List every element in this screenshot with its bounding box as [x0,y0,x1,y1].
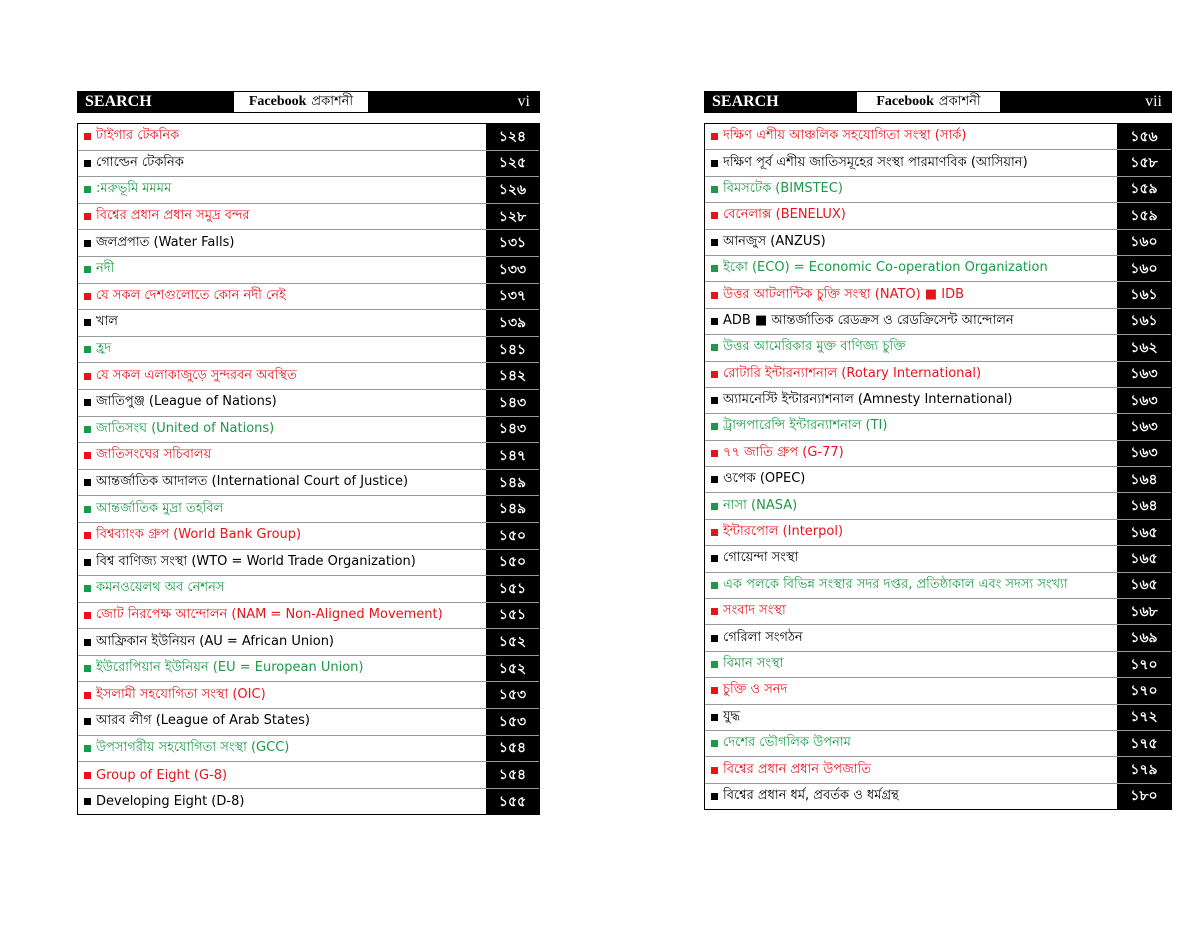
toc-entry [705,309,1117,334]
table-of-contents [704,123,1172,810]
toc-entry-text: নাসা (NASA) [723,497,798,513]
bullet-square-icon [711,529,718,536]
toc-row [78,789,539,815]
bullet-square-icon [84,240,91,247]
toc-page-number: ১৬০ [1117,230,1171,255]
toc-page-number: ১৪৩ [486,417,539,443]
toc-entry-text: যে সকল দেশগুলোতে কোন নদী নেই [96,287,286,303]
bullet-square-icon [84,160,91,167]
bullet-square-icon [84,612,91,619]
page-header [77,91,540,113]
bullet-square-icon [711,503,718,510]
bullet-square-icon [84,426,91,433]
toc-entry [705,203,1117,228]
toc-entry [705,230,1117,255]
bullet-square-icon [711,555,718,562]
toc-row [705,546,1171,572]
toc-entry [705,520,1117,545]
toc-entry-text: বিশ্বের প্রধান প্রধান সমুদ্র বন্দর [96,208,250,224]
bullet-square-icon [711,608,718,615]
toc-entry [78,603,486,629]
toc-entry [78,470,486,496]
toc-row [705,124,1171,150]
toc-entry [78,709,486,735]
toc-row [705,652,1171,678]
bullet-square-icon [711,714,718,721]
bullet-square-icon [711,793,718,800]
toc-row [705,784,1171,809]
bullet-square-icon [711,133,718,140]
brand-box [234,92,368,112]
toc-row [705,625,1171,651]
toc-entry-text: আরব লীগ (League of Arab States) [96,713,310,729]
toc-entry-text: গেরিলা সংগঠন [723,629,803,645]
toc-row [78,284,539,311]
bullet-square-icon [711,186,718,193]
toc-page-number: ১৬৪ [1117,493,1171,518]
toc-entry [705,414,1117,439]
table-of-contents [77,123,540,815]
toc-entry-text: আন্তর্জাতিক আদালত (International Court of Justice) [96,474,409,490]
bullet-square-icon [84,692,91,699]
toc-row [78,230,539,257]
bullet-square-icon [711,371,718,378]
toc-entry-text: বিশ্বের প্রধান প্রধান উপজাতি [723,761,872,777]
bullet-square-icon [84,772,91,779]
toc-row [78,310,539,337]
brand-name: Facebook [248,94,307,109]
toc-row [78,682,539,709]
toc-page-number: ১৫৮ [1117,150,1171,175]
toc-entry-text: ADB ■ আন্তর্জাতিক রেডক্রস ও রেডক্রিসেন্ট আন্দোলন [723,312,1014,328]
toc-page-number: ১৭২ [1117,705,1171,730]
toc-entry-text: ইন্টারপোল (Interpol) [723,524,844,540]
toc-row [705,177,1171,203]
left-page [77,91,540,815]
bullet-square-icon [711,397,718,404]
bullet-square-icon [711,160,718,167]
bullet-square-icon [84,133,91,140]
bullet-square-icon [84,319,91,326]
toc-page-number: ১৬৩ [1117,362,1171,387]
bullet-square-icon [84,559,91,566]
toc-entry [705,282,1117,307]
toc-row [705,388,1171,414]
bullet-square-icon [711,740,718,747]
bullet-square-icon [84,452,91,459]
toc-entry-text: জাতিপুঞ্জ (League of Nations) [96,394,277,410]
toc-row [705,335,1171,361]
toc-entry-text: :মরুভূমি মমমম [96,181,172,197]
toc-entry-text: যুদ্ধ [723,708,741,724]
bullet-square-icon [711,635,718,642]
bullet-square-icon [84,745,91,752]
toc-entry [78,257,486,283]
bullet-square-icon [84,532,91,539]
toc-page-number: ১৭৯ [1117,757,1171,782]
toc-entry-text: জাতিসংঘের সচিবালয় [96,447,212,463]
toc-page-number: ১৬৩ [1117,441,1171,466]
toc-page-number: ১৬৫ [1117,546,1171,571]
bullet-square-icon [711,687,718,694]
toc-page-number: ১৫৫ [486,789,539,815]
toc-entry-text: Developing Eight (D-8) [96,794,245,810]
toc-row [78,576,539,603]
toc-row [705,414,1171,440]
toc-entry [705,124,1117,149]
toc-page-number: ১৬১ [1117,282,1171,307]
brand-box [857,92,1000,112]
toc-entry [705,599,1117,624]
toc-page-number: ১২৪ [486,124,539,150]
toc-page-number: ১৫১ [486,576,539,602]
bullet-square-icon [84,186,91,193]
toc-row [705,493,1171,519]
toc-page-number: ১৩১ [486,230,539,256]
toc-entry-text: সংবাদ সংস্থা [723,603,786,619]
toc-page-number: ১২৮ [486,204,539,230]
bullet-square-icon [711,239,718,246]
toc-entry-text: ৭৭ জাতি গ্রুপ (G-77) [723,444,844,460]
toc-row [705,467,1171,493]
toc-page-number: ১৪৭ [486,443,539,469]
toc-row [705,256,1171,282]
toc-entry [78,550,486,576]
bullet-square-icon [711,767,718,774]
toc-entry [78,417,486,443]
toc-entry-text: ইসলামী সহযোগিতা সংস্থা (OIC) [96,686,266,702]
bullet-square-icon [84,399,91,406]
brand-publisher: প্রকাশনী [938,93,981,109]
toc-entry-text: নদী [96,261,115,277]
toc-entry [78,177,486,203]
toc-entry [78,151,486,177]
toc-entry-text: আনজুস (ANZUS) [723,233,826,249]
toc-row [78,443,539,470]
toc-entry-text: গোয়েন্দা সংস্থা [723,550,799,566]
toc-entry [705,652,1117,677]
bullet-square-icon [711,265,718,272]
toc-entry-text: বেনেলাক্স (BENELUX) [723,207,846,223]
toc-page-number: ১৫২ [486,656,539,682]
toc-row [78,257,539,284]
toc-entry-text: রোটারি ইন্টারন্যাশনাল (Rotary International) [723,365,982,381]
toc-row [78,363,539,390]
toc-page-number: ১৬৩ [1117,414,1171,439]
brand-publisher: প্রকাশনী [311,93,354,109]
toc-page-number: ১৬৩ [1117,388,1171,413]
toc-entry [78,390,486,416]
toc-entry [705,150,1117,175]
toc-entry [705,256,1117,281]
toc-page-number: ১৭৫ [1117,731,1171,756]
toc-row [78,736,539,763]
bullet-square-icon [711,318,718,325]
toc-row [78,603,539,630]
toc-page-number: ১৬২ [1117,335,1171,360]
toc-page-number: ১৬৫ [1117,520,1171,545]
toc-row [705,150,1171,176]
toc-page-number: ১৪৯ [486,470,539,496]
toc-entry [705,731,1117,756]
toc-page-number: ১৬৫ [1117,573,1171,598]
bullet-square-icon [84,665,91,672]
toc-row [78,762,539,789]
toc-entry [78,736,486,762]
toc-entry [78,310,486,336]
toc-entry-text: এক পলকে বিভিন্ন সংস্থার সদর দপ্তর, প্রতিষ্ঠাকাল এবং সদস্য সংখ্যা [723,576,1068,592]
toc-row [78,709,539,736]
toc-entry-text: যে সকল এলাকাজুড়ে সুন্দরবন অবস্থিত [96,367,297,383]
toc-page-number: ১৫৬ [1117,124,1171,149]
toc-row [78,177,539,204]
toc-entry-text: বিমান সংস্থা [723,656,784,671]
toc-row [705,362,1171,388]
toc-row [705,757,1171,783]
toc-entry [78,363,486,389]
toc-entry-text: দক্ষিণ পূর্ব এশীয় জাতিসমূহের সংস্থা পারমাণবিক (আসিয়ান) [723,154,1028,170]
bullet-square-icon [711,450,718,457]
toc-entry-text: উত্তর আটলান্টিক চুক্তি সংস্থা (NATO) ■ IDB [723,286,965,302]
bullet-square-icon [711,476,718,483]
toc-entry [705,493,1117,518]
toc-entry [78,204,486,230]
brand-name: Facebook [876,94,934,109]
toc-entry [705,705,1117,730]
page-header [704,91,1172,113]
toc-page-number: ১৪৯ [486,496,539,522]
bullet-square-icon [84,639,91,646]
toc-entry [705,177,1117,202]
toc-entry-text: বিশ্বের প্রধান ধর্ম, প্রবর্তক ও ধর্মগ্রন্থ [723,787,899,803]
toc-row [78,417,539,444]
toc-row [78,124,539,151]
toc-entry-text: চুক্তি ও সনদ [723,682,788,698]
bullet-square-icon [84,346,91,353]
toc-entry-text: ইউরোপিয়ান ইউনিয়ন (EU = European Union) [96,660,364,676]
toc-entry-text: ট্রান্সপারেন্সি ইন্টারন্যাশনাল (TI) [723,418,888,434]
toc-entry-text: ইকো (ECO) = Economic Co-operation Organization [723,260,1048,276]
bullet-square-icon [84,293,91,300]
toc-entry-text: কমনওয়েলথ অব নেশনস [96,580,225,596]
toc-entry [78,682,486,708]
bullet-square-icon [84,585,91,592]
toc-entry-text: উত্তর আমেরিকার মুক্ত বাণিজ্য চুক্তি [723,339,906,355]
toc-row [705,731,1171,757]
toc-row [78,550,539,577]
toc-page-number: ১৫৪ [486,736,539,762]
toc-row [78,337,539,364]
toc-entry [705,573,1117,598]
toc-entry [705,362,1117,387]
toc-row [78,390,539,417]
bullet-square-icon [84,798,91,805]
toc-entry [705,784,1117,809]
toc-entry [705,335,1117,360]
bullet-square-icon [711,423,718,430]
toc-row [78,523,539,550]
toc-entry [78,496,486,522]
toc-page-number: ১৩৩ [486,257,539,283]
toc-row [78,629,539,656]
bullet-square-icon [84,266,91,273]
toc-row [78,656,539,683]
toc-entry-text: অ্যামনেস্টি ইন্টারন্যাশনাল (Amnesty International) [723,392,1013,408]
toc-page-number: ১২৫ [486,151,539,177]
toc-page-number: ১৫১ [486,603,539,629]
toc-row [705,678,1171,704]
toc-entry-text: বিশ্বব্যাংক গ্রুপ (World Bank Group) [96,527,302,543]
toc-entry [705,757,1117,782]
bullet-square-icon [711,344,718,351]
toc-row [705,599,1171,625]
search-label: SEARCH [85,93,152,110]
toc-row [705,309,1171,335]
toc-row [78,204,539,231]
toc-page-number: ১৭০ [1117,678,1171,703]
bullet-square-icon [84,373,91,380]
right-page [704,91,1172,810]
toc-page-number: ১৫০ [486,523,539,549]
toc-entry [705,678,1117,703]
toc-entry [78,443,486,469]
toc-page-number: ১৩৯ [486,310,539,336]
toc-entry [78,789,486,815]
bullet-square-icon [84,718,91,725]
toc-page-number: ১৬৮ [1117,599,1171,624]
toc-entry [78,284,486,310]
toc-entry-text: খাল [96,314,118,330]
bullet-square-icon [711,292,718,299]
toc-entry-text: জোট নিরপেক্ষ আন্দোলন (NAM = Non-Aligned Movement) [96,606,443,622]
toc-entry-text: ওপেক (OPEC) [723,471,806,487]
toc-entry-text: হ্রদ [96,341,112,357]
toc-page-number: ১৬৪ [1117,467,1171,492]
toc-page-number: ১৭০ [1117,652,1171,677]
toc-row [705,230,1171,256]
toc-row [705,705,1171,731]
bullet-square-icon [711,212,718,219]
toc-page-number: ১৫৩ [486,709,539,735]
toc-entry [78,576,486,602]
search-label: SEARCH [712,93,779,110]
toc-entry [705,388,1117,413]
toc-entry-text: বিমসটেক (BIMSTEC) [723,180,843,196]
toc-entry [78,629,486,655]
toc-entry [78,124,486,150]
toc-page-number: ১২৬ [486,177,539,203]
toc-row [705,282,1171,308]
page-number-roman: vii [1145,93,1162,110]
toc-entry [78,230,486,256]
page-number-roman: vi [517,93,530,110]
toc-entry-text: বিশ্ব বাণিজ্য সংস্থা (WTO = World Trade Organization) [96,553,416,569]
toc-entry-text: জাতিসংঘ (United of Nations) [96,420,275,436]
toc-row [705,441,1171,467]
toc-entry-text: আফ্রিকান ইউনিয়ন (AU = African Union) [96,633,335,649]
toc-row [705,573,1171,599]
toc-entry [705,546,1117,571]
toc-page-number: ১৮০ [1117,784,1171,809]
toc-row [78,496,539,523]
toc-entry-text: টাইগার টেকনিক [96,128,180,144]
toc-page-number: ১৬০ [1117,256,1171,281]
toc-page-number: ১৫৯ [1117,203,1171,228]
toc-entry-text: আন্তর্জাতিক মুদ্রা তহবিল [96,500,224,516]
toc-page-number: ১৩৭ [486,284,539,310]
bullet-square-icon [711,582,718,589]
toc-page-number: ১৫৩ [486,682,539,708]
toc-entry [78,762,486,788]
toc-row [705,520,1171,546]
toc-entry-text: Group of Eight (G-8) [96,767,228,783]
bullet-square-icon [711,661,718,668]
toc-page-number: ১৫৪ [486,762,539,788]
bullet-square-icon [84,479,91,486]
toc-entry-text: উপসাগরীয় সহযোগিতা সংস্থা (GCC) [96,739,290,755]
toc-entry [705,467,1117,492]
toc-entry [705,441,1117,466]
toc-row [78,151,539,178]
toc-entry [78,337,486,363]
toc-page-number: ১৫০ [486,550,539,576]
toc-page-number: ১৪১ [486,337,539,363]
toc-page-number: ১৫২ [486,629,539,655]
toc-entry-text: দেশের ভৌগলিক উপনাম [723,735,851,751]
bullet-square-icon [84,213,91,220]
toc-entry-text: জলপ্রপাত (Water Falls) [96,234,235,250]
toc-page-number: ১৬১ [1117,309,1171,334]
toc-row [705,203,1171,229]
toc-entry-text: গোল্ডেন টেকনিক [96,154,184,170]
toc-entry [78,523,486,549]
toc-row [78,470,539,497]
toc-entry [705,625,1117,650]
toc-entry-text: দক্ষিণ এশীয় আঞ্চলিক সহযোগিতা সংস্থা (সার্ক) [723,128,967,144]
toc-page-number: ১৪৩ [486,390,539,416]
toc-page-number: ১৫৯ [1117,177,1171,202]
bullet-square-icon [84,506,91,513]
toc-entry [78,656,486,682]
toc-page-number: ১৬৯ [1117,625,1171,650]
toc-page-number: ১৪২ [486,363,539,389]
